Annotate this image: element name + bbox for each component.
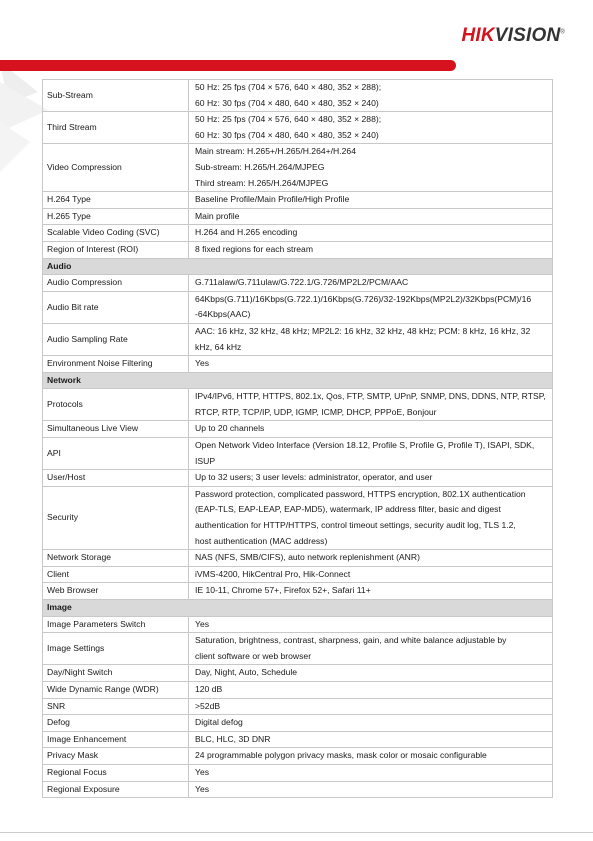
- spec-value-line: 120 dB: [195, 683, 223, 694]
- spec-value-line: authentication for HTTP/HTTPS, control timeout settings, security audit log, TLS 1.2,: [195, 520, 516, 531]
- spec-value: [189, 144, 553, 192]
- hikvision-logo: HIKVISION®: [461, 25, 565, 46]
- spec-label: Scalable Video Coding (SVC): [43, 225, 189, 242]
- spec-value-line: 60 Hz: 30 fps (704 × 480, 640 × 480, 352 × 240): [195, 129, 379, 140]
- spec-label: Audio Sampling Rate: [43, 323, 189, 355]
- spec-value-line: iVMS-4200, HikCentral Pro, Hik-Connect: [195, 568, 351, 579]
- spec-value-line: H.264 and H.265 encoding: [195, 227, 298, 238]
- spec-value-line: BLC, HLC, 3D DNR: [195, 733, 271, 744]
- section-title: Audio: [43, 258, 553, 275]
- spec-row: [43, 323, 553, 355]
- spec-value-line: -64Kbps(AAC): [195, 309, 251, 320]
- spec-value: [189, 550, 553, 567]
- spec-row: [43, 470, 553, 487]
- footer-divider: [0, 832, 593, 833]
- spec-label: SNR: [43, 698, 189, 715]
- spec-value-line: IE 10-11, Chrome 57+, Firefox 52+, Safari 11+: [195, 585, 371, 596]
- spec-value: [189, 665, 553, 682]
- spec-value-line: Up to 20 channels: [195, 423, 265, 434]
- spec-label: Image Settings: [43, 633, 189, 665]
- spec-value-line: kHz, 64 kHz: [195, 341, 242, 352]
- spec-value-line: Main stream: H.265+/H.265/H.264+/H.264: [195, 146, 356, 157]
- spec-value: [189, 486, 553, 549]
- spec-label: Regional Exposure: [43, 781, 189, 798]
- spec-row: [43, 781, 553, 798]
- spec-label: Video Compression: [43, 144, 189, 192]
- spec-row: [43, 275, 553, 292]
- spec-value-line: Main profile: [195, 210, 240, 221]
- spec-value-line: Up to 32 users; 3 user levels: administrator, operator, and user: [195, 472, 433, 483]
- spec-value: [189, 225, 553, 242]
- spec-value-line: ISUP: [195, 455, 216, 466]
- spec-value-line: Sub-stream: H.265/H.264/MJPEG: [195, 161, 325, 172]
- spec-row: [43, 389, 553, 421]
- spec-value: [189, 748, 553, 765]
- spec-value-line: 50 Hz: 25 fps (704 × 576, 640 × 480, 352 × 288);: [195, 114, 382, 125]
- spec-row: [43, 731, 553, 748]
- spec-value-line: IPv4/IPv6, HTTP, HTTPS, 802.1x, Qos, FTP, SMTP, UPnP, SNMP, DNS, DDNS, NTP, RTSP,: [195, 391, 546, 402]
- spec-value: [189, 323, 553, 355]
- spec-value-line: 8 fixed regions for each stream: [195, 243, 313, 254]
- spec-label: Audio Bit rate: [43, 291, 189, 323]
- spec-row: [43, 80, 553, 112]
- spec-value: [189, 356, 553, 373]
- spec-value: [189, 438, 553, 470]
- spec-label: API: [43, 438, 189, 470]
- spec-table: [42, 79, 553, 798]
- spec-label: Network Storage: [43, 550, 189, 567]
- spec-value: [189, 583, 553, 600]
- spec-value-line: (EAP-TLS, EAP-LEAP, EAP-MD5), watermark, IP address filter, basic and digest: [195, 504, 501, 515]
- spec-value-line: Password protection, complicated password, HTTPS encryption, 802.1X authentication: [195, 488, 526, 499]
- spec-value: [189, 781, 553, 798]
- spec-value-line: Yes: [195, 783, 210, 794]
- spec-label: Wide Dynamic Range (WDR): [43, 681, 189, 698]
- spec-row: [43, 241, 553, 258]
- spec-value-line: client software or web browser: [195, 650, 312, 661]
- spec-value: [189, 764, 553, 781]
- spec-value: [189, 241, 553, 258]
- spec-row: [43, 698, 553, 715]
- spec-value: [189, 389, 553, 421]
- spec-value-line: host authentication (MAC address): [195, 535, 328, 546]
- spec-label: Sub-Stream: [43, 80, 189, 112]
- spec-label: Third Stream: [43, 112, 189, 144]
- section-header: [43, 258, 553, 275]
- spec-value-line: Open Network Video Interface (Version 18.12, Profile S, Profile G, Profile T), ISAPI, SDK,: [195, 440, 535, 451]
- spec-row: [43, 144, 553, 192]
- spec-value: [189, 566, 553, 583]
- spec-row: [43, 616, 553, 633]
- spec-value-line: 64Kbps(G.711)/16Kbps(G.722.1)/16Kbps(G.726)/32-192Kbps(MP2L2)/32Kbps(PCM)/16: [195, 293, 532, 304]
- spec-value: [189, 698, 553, 715]
- spec-row: [43, 112, 553, 144]
- spec-value-line: Yes: [195, 618, 210, 629]
- spec-value-line: Day, Night, Auto, Schedule: [195, 667, 298, 678]
- spec-value: [189, 681, 553, 698]
- spec-value: [189, 731, 553, 748]
- spec-value-line: AAC: 16 kHz, 32 kHz, 48 kHz; MP2L2: 16 kHz, 32 kHz, 48 kHz; PCM: 8 kHz, 16 kHz, 32: [195, 325, 531, 336]
- spec-row: [43, 192, 553, 209]
- spec-value: [189, 421, 553, 438]
- spec-label: Security: [43, 486, 189, 549]
- spec-row: [43, 633, 553, 665]
- spec-row: [43, 550, 553, 567]
- spec-label: Protocols: [43, 389, 189, 421]
- section-title: Image: [43, 600, 553, 617]
- spec-value: [189, 291, 553, 323]
- spec-label: Simultaneous Live View: [43, 421, 189, 438]
- spec-value-line: Yes: [195, 766, 210, 777]
- spec-value-line: RTCP, RTP, TCP/IP, UDP, IGMP, ICMP, DHCP, PPPoE, Bonjour: [195, 406, 437, 417]
- spec-label: H.264 Type: [43, 192, 189, 209]
- section-header: [43, 600, 553, 617]
- spec-row: [43, 208, 553, 225]
- spec-row: [43, 583, 553, 600]
- spec-value-line: >52dB: [195, 700, 221, 711]
- spec-value-line: Yes: [195, 358, 210, 369]
- spec-value-line: Third stream: H.265/H.264/MJPEG: [195, 177, 329, 188]
- spec-value: [189, 192, 553, 209]
- spec-label: Image Enhancement: [43, 731, 189, 748]
- spec-value-line: 60 Hz: 30 fps (704 × 480, 640 × 480, 352 × 240): [195, 97, 379, 108]
- spec-value-line: Saturation, brightness, contrast, sharpness, gain, and white balance adjustable by: [195, 635, 507, 646]
- spec-value: [189, 112, 553, 144]
- spec-row: [43, 764, 553, 781]
- spec-value: [189, 616, 553, 633]
- spec-label: Region of Interest (ROI): [43, 241, 189, 258]
- spec-label: Image Parameters Switch: [43, 616, 189, 633]
- spec-label: H.265 Type: [43, 208, 189, 225]
- spec-row: [43, 356, 553, 373]
- section-header: [43, 372, 553, 389]
- spec-label: Regional Focus: [43, 764, 189, 781]
- spec-row: [43, 715, 553, 732]
- spec-value-line: G.711alaw/G.711ulaw/G.722.1/G.726/MP2L2/PCM/AAC: [195, 277, 409, 288]
- spec-label: Web Browser: [43, 583, 189, 600]
- spec-label: Privacy Mask: [43, 748, 189, 765]
- spec-value-line: 24 programmable polygon privacy masks, mask color or mosaic configurable: [195, 750, 487, 761]
- spec-value-line: 50 Hz: 25 fps (704 × 576, 640 × 480, 352 × 288);: [195, 82, 382, 92]
- spec-label: Defog: [43, 715, 189, 732]
- spec-value-line: NAS (NFS, SMB/CIFS), auto network replenishment (ANR): [195, 552, 420, 563]
- spec-label: User/Host: [43, 470, 189, 487]
- spec-label: Day/Night Switch: [43, 665, 189, 682]
- spec-row: [43, 421, 553, 438]
- spec-value: [189, 275, 553, 292]
- spec-value: [189, 715, 553, 732]
- spec-value: [189, 633, 553, 665]
- spec-value: [189, 208, 553, 225]
- section-title: Network: [43, 372, 553, 389]
- spec-row: [43, 291, 553, 323]
- spec-label: Client: [43, 566, 189, 583]
- spec-row: [43, 566, 553, 583]
- spec-label: Audio Compression: [43, 275, 189, 292]
- spec-row: [43, 748, 553, 765]
- spec-row: [43, 665, 553, 682]
- spec-row: [43, 438, 553, 470]
- spec-value-line: Digital defog: [195, 717, 243, 728]
- spec-label: Environment Noise Filtering: [43, 356, 189, 373]
- spec-value-line: Baseline Profile/Main Profile/High Profile: [195, 194, 350, 205]
- spec-row: [43, 681, 553, 698]
- spec-value: [189, 470, 553, 487]
- spec-row: [43, 486, 553, 549]
- header-red-bar: [0, 60, 456, 71]
- spec-row: [43, 225, 553, 242]
- spec-value: [189, 80, 553, 112]
